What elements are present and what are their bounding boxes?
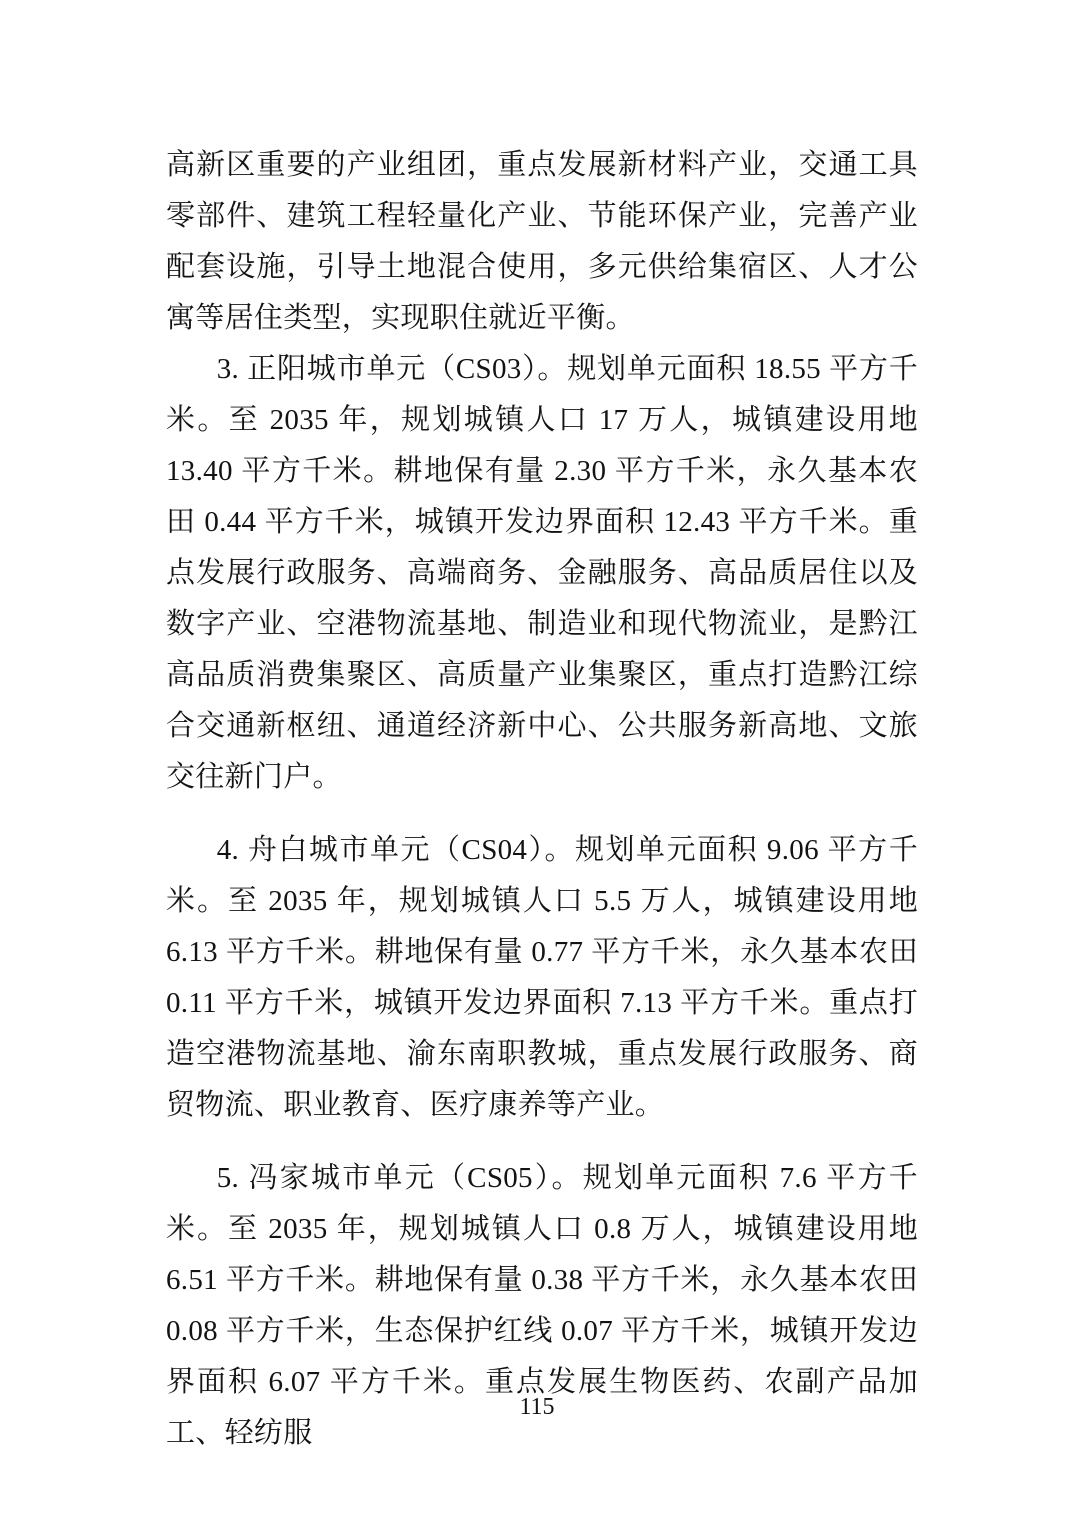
document-body xyxy=(166,140,918,1459)
page-number: 115 xyxy=(519,1394,555,1420)
page-footer xyxy=(0,1392,1074,1422)
body-paragraph-3-unit-cs04: 4. 舟白城市单元（CS04）。规划单元面积 9.06 平方千米。至 2035 年，规划城镇人口 5.5 万人，城镇建设用地 6.13 平方千米。耕地保有量 0.77 平方千米，永久基本农田 0.11 平方千米，城镇开发边界面积 7.13 平方千米。重点打造空港物流基地、渝东南职教城，重点发展行政服务、商贸物流、职业教育、医疗康养等产业。 xyxy=(166,834,918,1121)
body-paragraph-2-unit-cs03: 3. 正阳城市单元（CS03）。规划单元面积 18.55 平方千米。至 2035 年，规划城镇人口 17 万人，城镇建设用地 13.40 平方千米。耕地保有量 2.30 平方千米，永久基本农田 0.44 平方千米，城镇开发边界面积 12.43 平方千米。重点发展行政服务、高端商务、金融服务、高品质居住以及数字产业、空港物流基地、制造业和现代物流业，是黔江高品质消费集聚区、高质量产业集聚区，重点打造黔江综合交通新枢纽、通道经济新中心、公共服务新高地、文旅交往新门户。 xyxy=(166,353,918,793)
body-paragraph-1: 高新区重要的产业组团，重点发展新材料产业，交通工具零部件、建筑工程轻量化产业、节能环保产业，完善产业配套设施，引导土地混合使用，多元供给集宿区、人才公寓等居住类型，实现职住就近平衡。 xyxy=(166,149,918,334)
body-paragraph-4-unit-cs05: 5. 冯家城市单元（CS05）。规划单元面积 7.6 平方千米。至 2035 年，规划城镇人口 0.8 万人，城镇建设用地 6.51 平方千米。耕地保有量 0.38 平方千米，永久基本农田 0.08 平方千米，生态保护红线 0.07 平方千米，城镇开发边界面积 6.07 平方千米。重点发展生物医药、农副产品加工、轻纺服 xyxy=(166,1162,918,1449)
